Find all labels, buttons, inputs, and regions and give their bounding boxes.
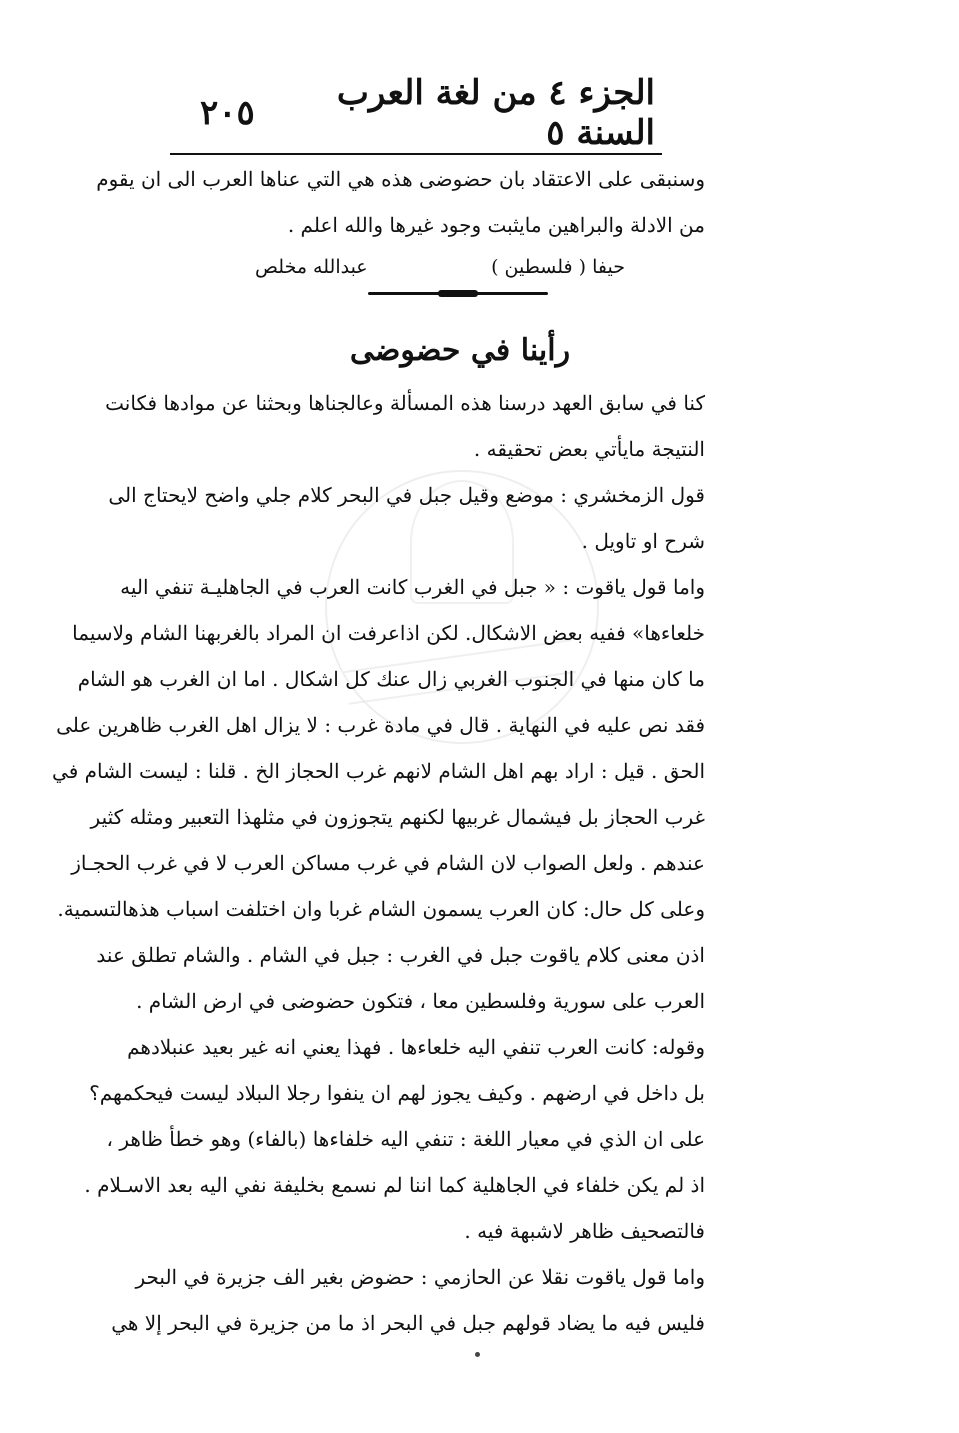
text-line: عندهم . ولعل الصواب لان الشام في غرب مساكن العرب لا في غرب الحجـاز: [71, 851, 705, 875]
running-head: الجزء ٤ من لغة العرب السنة ٥: [336, 73, 655, 153]
text-line: ما كان منها في الجنوب الغربي زال عنك كل اشكال . اما ان الغرب هو الشام: [77, 667, 705, 691]
page-number: ٢٠٥: [200, 93, 255, 133]
text-line: النتيجة مايأتي بعض تحقيقه .: [473, 437, 705, 461]
text-line: وقوله: كانت العرب تنفي اليه خلعاءها . فهذا يعني انه غير بعيد عنبلادهم: [127, 1035, 705, 1059]
text-line: اذن معنى كلام ياقوت جبل في الغرب : جبل في الشام . والشام تطلق عند: [96, 943, 705, 967]
text-line: على ان الذي في معيار اللغة : تنفي اليه خلفاءها (بالفاء) وهو خطأ ظاهر ،: [106, 1127, 705, 1151]
page-header: [200, 73, 655, 153]
text-line: الحق . قيل : اراد بهم اهل الشام لانهم غرب الحجاز الخ . قلنا : ليست الشام في: [52, 759, 705, 783]
article-title: رأينا في حضوضى: [349, 333, 571, 368]
text-line: شرح او تاويل .: [581, 529, 705, 553]
text-line: فالتصحيف ظاهر لاشبهة فيه .: [464, 1219, 705, 1243]
signature-name: عبدالله مخلص: [255, 256, 368, 278]
text-line: قول الزمخشري : موضع وقيل جبل في البحر كلام جلي واضح لايحتاج الى: [108, 483, 705, 507]
header-rule: [170, 153, 662, 155]
signature-location: حيفا ( فلسطين ): [491, 256, 625, 278]
section-divider: [368, 292, 548, 295]
text-line: العرب على سورية وفلسطين معا ، فتكون حضوضى في ارض الشام .: [136, 989, 705, 1013]
text-line: خلعاءها» ففيه بعض الاشكال. لكن اذاعرفت ان المراد بالغربهنا الشام ولاسيما: [72, 621, 705, 645]
article-body: [52, 380, 705, 1346]
text-line: وسنبقى على الاعتقاد بان حضوضى هذه هي التي عناها العرب الى ان يقوم: [96, 167, 705, 191]
text-line: غرب الحجاز بل فيشمال غربيها لكنهم يتجوزون في مثلهذا التعبير ومثله كثير: [90, 805, 705, 829]
text-line: بل داخل في ارضهم . وكيف يجوز لهم ان ينفوا رجلا الىبلاد ليست فيحكمهم؟: [89, 1081, 705, 1105]
text-line: كنا في سابق العهد درسنا هذه المسألة وعالجناها وبحثنا عن موادها فكانت: [105, 391, 705, 415]
text-line: من الادلة والبراهين مايثبت وجود غيرها والله اعلم .: [287, 213, 705, 237]
text-line: فقد نص عليه في النهاية . قال في مادة غرب : لا يزال اهل الغرب ظاهرين على: [56, 713, 705, 737]
text-line: اذ لم يكن خلفاء في الجاهلية كما اننا لم نسمع بخليفة نفي اليه بعد الاسـلام .: [84, 1173, 705, 1197]
text-line: وعلى كل حال: كان العرب يسمون الشام غربا وان اختلفت اسباب هذهالتسمية.: [57, 897, 705, 921]
previous-article-text: [96, 156, 705, 248]
text-line: واما قول ياقوت : « جبل في الغرب كانت العرب في الجاهليـة تنفي اليه: [120, 575, 705, 599]
signature-row: [255, 250, 625, 284]
text-line: فليس فيه ما يضاد قولهم جبل في البحر اذ ما من جزيرة في البحر إلا هي: [111, 1311, 705, 1335]
text-line: واما قول ياقوت نقلا عن الحازمي : حضوض بغير الف جزيرة في البحر: [135, 1265, 705, 1289]
footer-dot: [475, 1352, 480, 1357]
